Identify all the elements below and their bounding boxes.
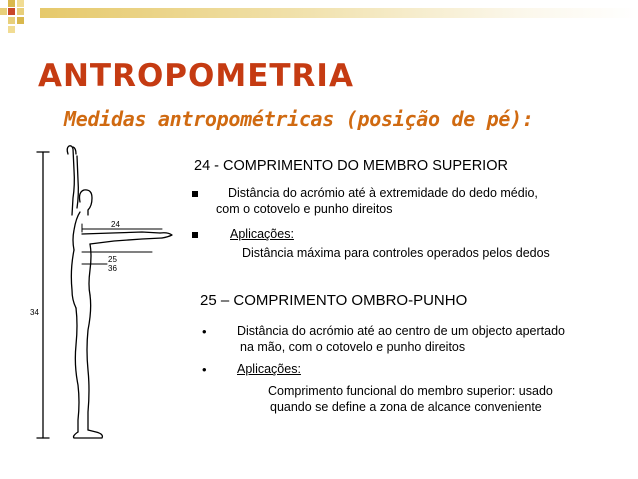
square-bullet-icon [192,232,198,238]
section-24-item-1-line-2: com o cotovelo e punho direitos [216,202,393,216]
measure-label-25: 25 [108,255,117,264]
section-24-applications-text: Distância máxima para controles operados pelos dedos [242,246,550,260]
section-25 [192,292,632,414]
section-24-heading [194,158,632,174]
top-accent-bar [40,8,638,18]
slide-title: ANTROPOMETRIA [38,58,354,94]
section-25-applications-label: Aplicações: [237,362,301,376]
measure-label-34: 34 [30,308,39,317]
bullet-dot-icon: • [202,324,207,339]
section-24-applications-label: Aplicações: [230,227,294,241]
section-25-heading: 25 – COMPRIMENTO OMBRO-PUNHO [200,292,468,309]
section-25-applications-line-1: Comprimento funcional do membro superior: usado [268,384,553,398]
square-bullet-icon [192,191,198,197]
measure-label-24: 24 [111,220,120,229]
section-25-item-1 [192,324,632,360]
section-24-item-1-line-1: Distância do acrómio até à extremidade do dedo médio, [228,186,538,200]
section-24-item-2 [192,227,632,245]
slide-subtitle: Medidas antropométricas (posição de pé): [64,107,534,131]
standing-human-figure [22,140,182,450]
section-25-applications-line-2: quando se define a zona de alcance conveniente [270,400,542,414]
section-24 [192,158,632,260]
corner-decoration [0,0,40,40]
measure-label-36: 36 [108,264,117,273]
section-24-number: 24 [194,158,211,174]
bullet-dot-icon: • [202,362,207,377]
section-25-item-1-line-1: Distância do acrómio até ao centro de um objecto apertado [237,324,565,338]
section-24-item-1 [192,186,632,222]
section-25-item-1-line-2: na mão, com o cotovelo e punho direitos [240,340,466,354]
section-24-title: - COMPRIMENTO DO MEMBRO SUPERIOR [214,158,508,174]
section-25-item-2 [192,362,632,382]
